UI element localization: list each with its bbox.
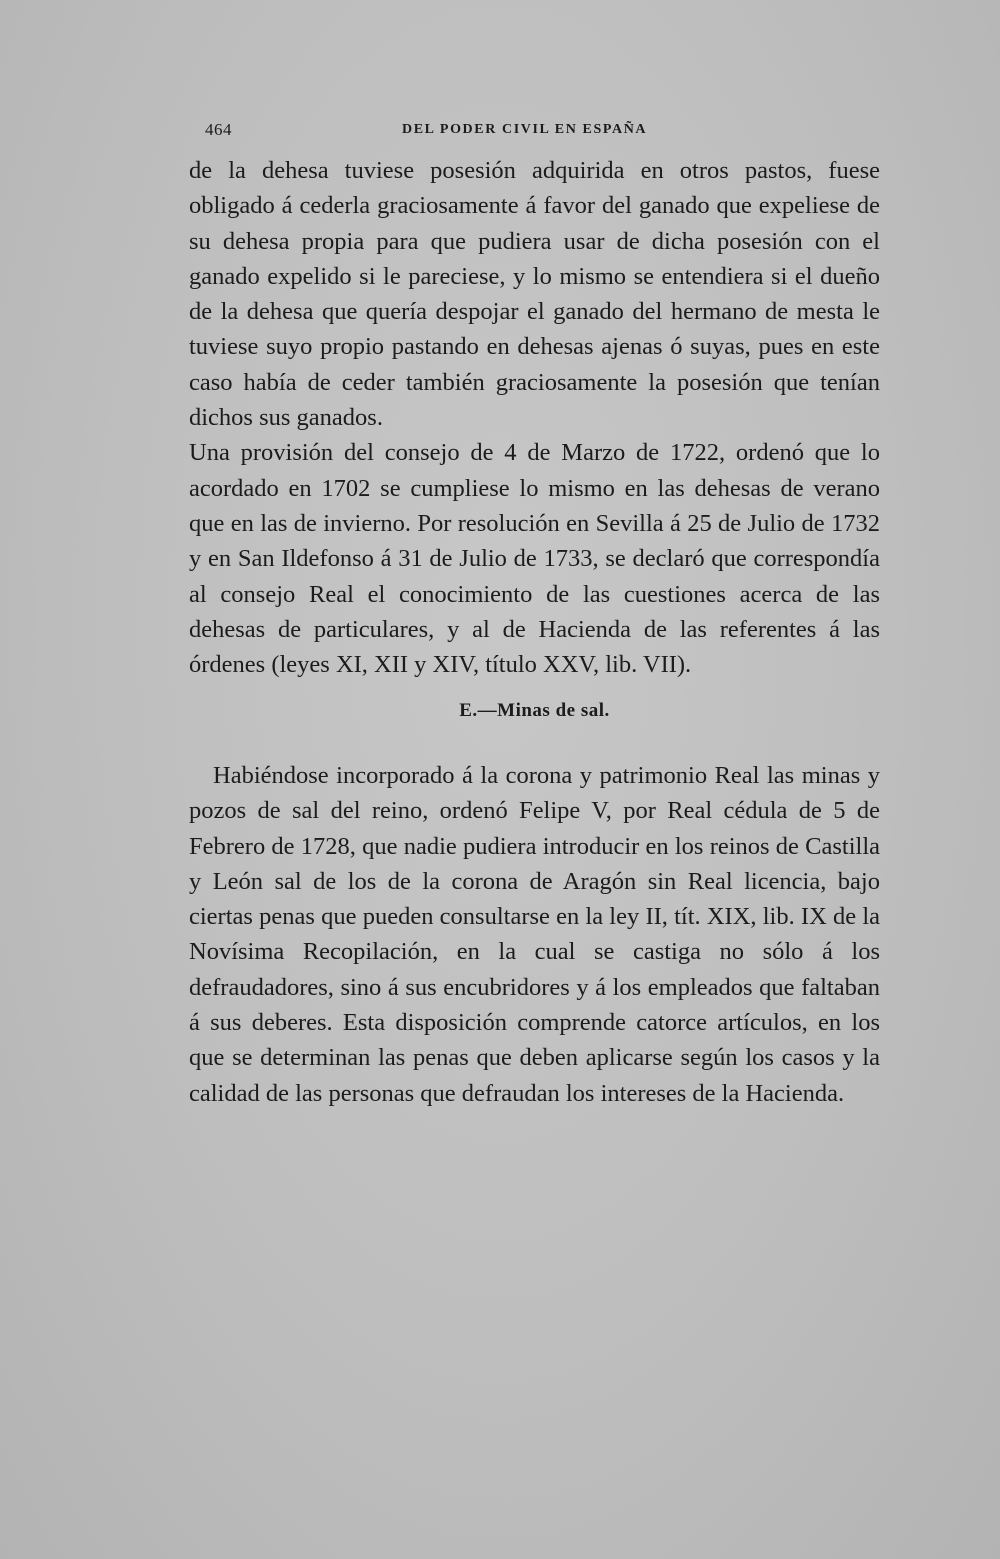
- paragraph-continued: de la dehesa tuviese posesión adquirida en otros pastos, fuese obligado á cederla graciosamente á favor del ganado que expeliese de su dehesa propia para que pudiera usar de dicha posesión con el ganado expelido si le pareciese, y lo mismo se entendiera si el dueño de la dehesa que quería despojar el ganado del hermano de mesta le tuviese suyo propio pastando en dehesas ajenas ó suyas, pues en este caso había de ceder también graciosamente la posesión que tenían dichos sus ganados.: [189, 157, 880, 432]
- section-heading: E.—Minas de sal.: [459, 700, 610, 721]
- running-head: [205, 120, 885, 144]
- text-block-lower: [189, 758, 880, 1111]
- paragraph: Habiéndose incorporado á la corona y patrimonio Real las minas y pozos de sal del reino, ordenó Felipe V, por Real cédula de 5 de Febrero de 1728, que nadie pudiera introducir en los reinos de Castilla y León sal de los de la corona de Aragón sin Real licencia, bajo ciertas penas que pueden consultarse en la ley II, tít. XIX, lib. IX de la Novísima Recopilación, en la cual se castiga no sólo á los defraudadores, sino á sus encubridores y á los empleados que faltaban á sus deberes. Esta disposición comprende catorce artículos, en los que se determinan las penas que deben aplicarse según los casos y la calidad de las personas que defraudan los intereses de la Hacienda.: [189, 762, 880, 1107]
- page-number: 464: [205, 120, 232, 139]
- running-title: DEL PODER CIVIL EN ESPAÑA: [402, 122, 648, 137]
- paragraph: Una provisión del consejo de 4 de Marzo de 1722, ordenó que lo acordado en 1702 se cumpliese lo mismo en las dehesas de verano que en las de invierno. Por resolución en Sevilla á 25 de Julio de 1732 y en San Ildefonso á 31 de Julio de 1733, se declaró que correspondía al consejo Real el conocimiento de las cuestiones acerca de las dehesas de particulares, y al de Hacienda de las referentes á las órdenes (leyes XI, XII y XIV, título XXV, lib. VII).: [189, 439, 880, 679]
- text-block-upper: [189, 153, 880, 682]
